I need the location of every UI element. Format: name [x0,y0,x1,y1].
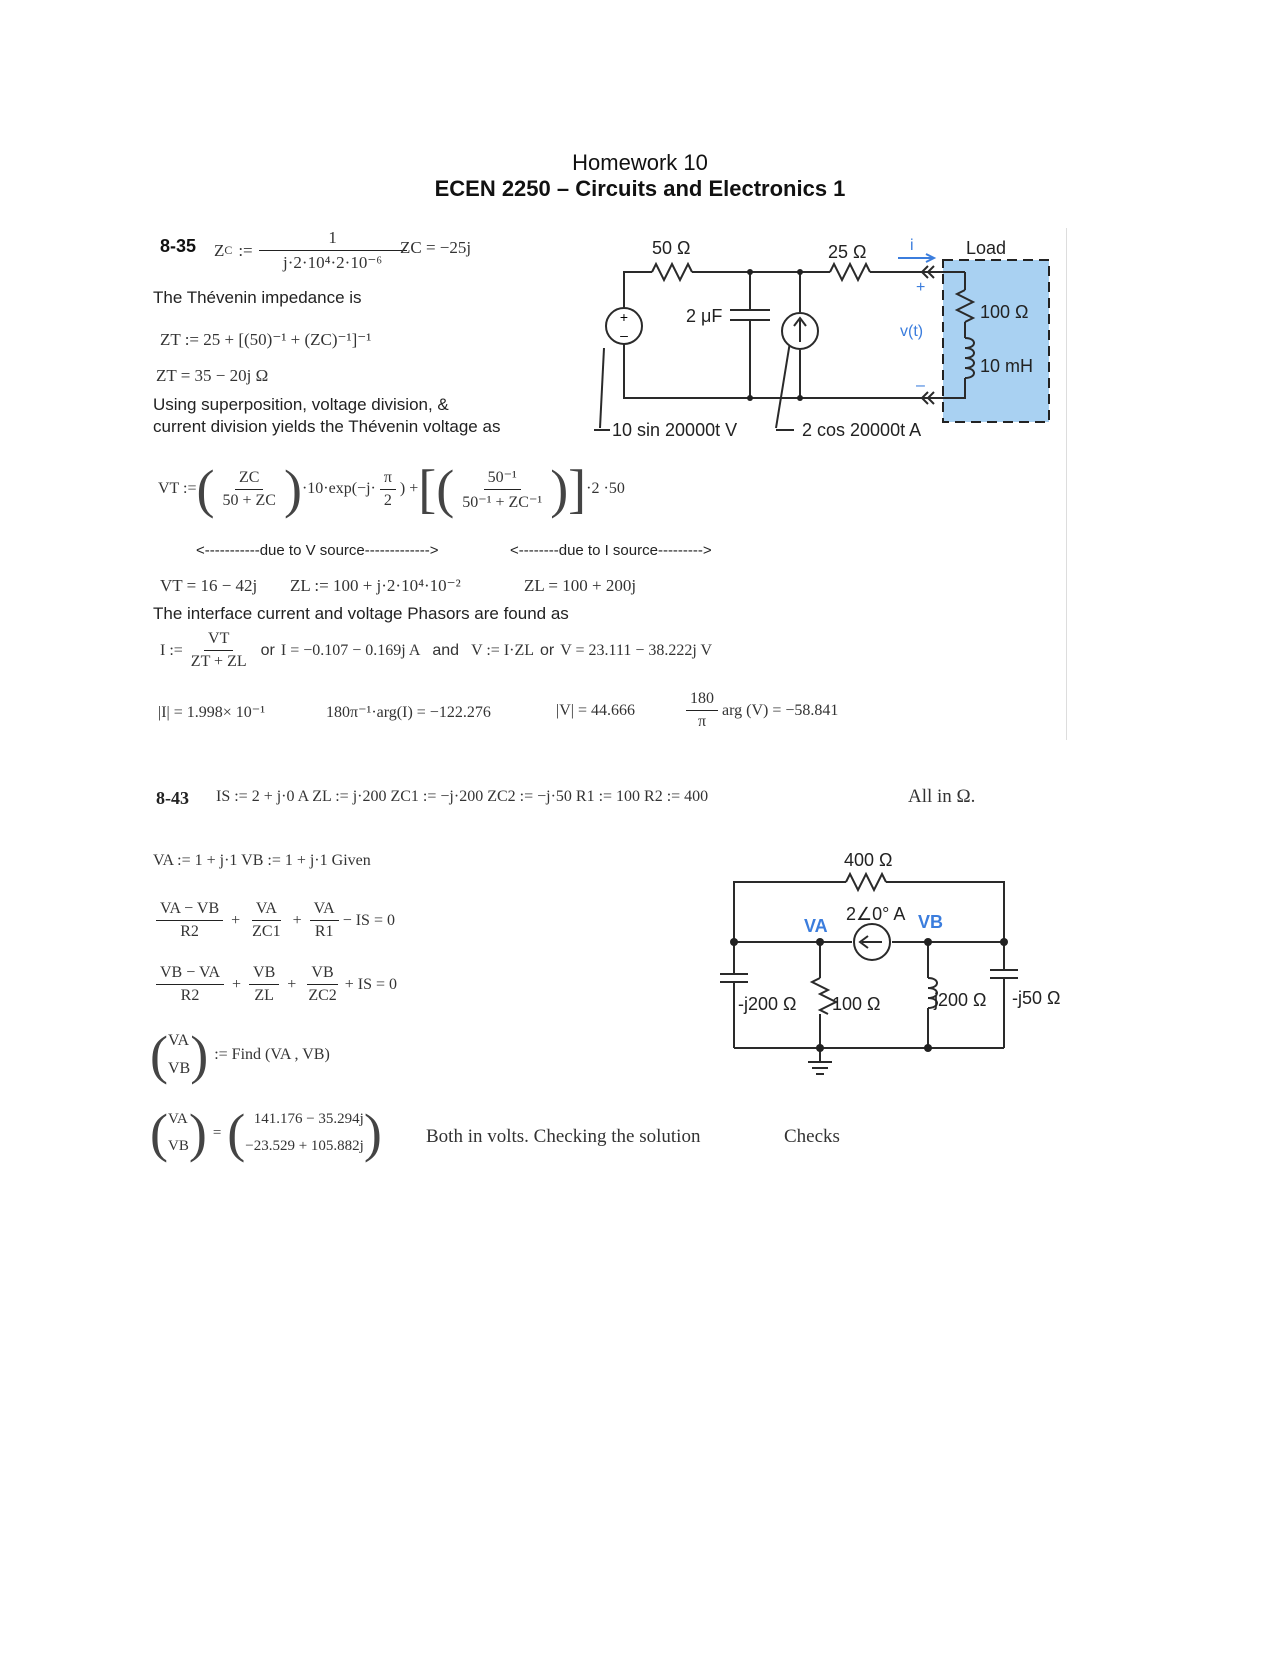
vt-frac2-num: 50⁻¹ [484,467,521,490]
i-frac [187,630,251,671]
current-label: i [910,237,914,254]
vt-frac2 [458,467,546,512]
vt-mid: ·10·exp(−j· [301,480,376,497]
rload-label: 100 Ω [980,302,1029,322]
i-num: VT [204,630,233,651]
res-value-2: −23.529 + 105.882j [245,1138,364,1154]
load-label: Load [966,238,1007,258]
r100-label: 100 Ω [832,994,881,1014]
mag-v: |V| = 44.666 [556,702,635,719]
find-va: VA [167,1032,190,1049]
vt-close: ) + [399,480,419,497]
zc-numerator: 1 [259,228,407,251]
i-or: or [260,641,275,659]
svg-text:+: + [619,309,629,325]
res-value-1: 141.176 − 35.294j [253,1111,364,1127]
both-in-volts: Both in volts. Checking the solution [426,1126,701,1147]
v-or: or [540,641,555,659]
vb-label: VB [918,912,944,932]
zl-definition: ZL := 100 + j·2·10⁴·10⁻² [290,576,461,595]
svg-text:–: – [620,327,628,343]
zc-result: ZC = −25j [400,238,472,257]
res-eq: = [212,1124,222,1141]
e2-f1-den: R2 [180,987,200,1004]
cap-label: 2 μF [686,306,723,326]
e2-f3-den: ZC2 [308,987,337,1004]
page-subtitle: Homework 10 [572,150,708,175]
equation-1 [152,900,395,941]
vt-lhs: VT := [158,480,197,497]
superposition-text-2: current division yields the Thévenin voltage as [153,417,501,436]
problem-number-835: 8-35 [160,236,197,256]
thevenin-impedance-text: The Thévenin impedance is [153,288,362,307]
bracket-open: [( [418,459,455,519]
problem-number-843: 8-43 [156,788,189,808]
paren-open: ( [196,459,215,519]
i-result: I = −0.107 − 0.169j A [280,641,421,659]
vt-frac2-den: 50⁻¹ + ZC⁻¹ [462,493,543,511]
vt-pi-frac [380,469,396,510]
vt-frac1-num: ZC [235,469,263,490]
e2-tail: + IS = 0 [344,975,398,993]
due-to-i-source: <--------due to I source---------> [510,542,712,559]
arg-i: 180π⁻¹·arg(I) = −122.276 [326,704,491,721]
e1-plus2: + [292,911,302,929]
e1-plus1: + [231,911,241,929]
v-result: V = 23.111 − 38.222j V [560,641,713,659]
zc-denominator: j·2·10⁴·2·10⁻⁶ [283,253,383,272]
arg-v [682,690,838,731]
e2-f3-num: VB [307,964,337,985]
arg-v-rest: arg (V) = −58.841 [722,701,839,719]
e2-f2-den: ZL [254,987,274,1004]
p843-definitions: IS := 2 + j·0 A ZL := j·200 ZC1 := −j·200 ZC2 := −j·50 R1 := 100 R2 := 400 [216,788,709,805]
e2-f1-num: VB − VA [156,964,224,985]
i-lhs: I := [160,641,183,659]
arg-v-frac [686,690,718,731]
margin-line [1066,228,1067,740]
zc-lhs: Z [214,240,225,260]
e1-f2-den: ZC1 [252,923,281,940]
c2-label: -j50 Ω [1012,988,1061,1008]
interface-text: The interface current and voltage Phasors are found as [153,604,569,623]
vsrc-label: 10 sin 20000t V [612,420,738,440]
zl-result: ZL = 100 + 200j [524,576,637,595]
find-rhs: := Find (VA , VB) [214,1046,330,1063]
v-definition: V := I·ZL [471,641,535,659]
zt-definition: ZT := 25 + [(50)⁻¹ + (ZC)⁻¹]⁻¹ [160,330,372,349]
find-statement: ( VA VB ) := Find (VA , VB) [150,1025,330,1085]
arg-v-num: 180 [686,690,718,711]
e2-plus1: + [232,975,242,993]
l200-label: j200 Ω [934,990,987,1010]
e2-plus2: + [287,975,297,993]
bracket-close: )] [550,459,587,519]
checks-text: Checks [784,1126,840,1147]
plus-label: + [916,279,926,296]
vt-pi: π [380,469,396,490]
r50-label: 50 Ω [652,238,691,258]
e1-f3-den: R1 [314,923,334,940]
e1-f3-num: VA [310,900,339,921]
zc-fraction [263,228,403,273]
current-arrow-icon [898,254,934,262]
vt-expression [158,459,625,519]
e1-f2-num: VA [252,900,281,921]
r25-label: 25 Ω [828,242,867,262]
and-text: and [432,641,460,659]
c1-label: -j200 Ω [738,994,797,1014]
vt-label: v(t) [900,323,924,340]
e1-tail: − IS = 0 [342,911,395,929]
zc-assign: := [238,240,253,260]
circuit-835-diagram [580,230,1060,450]
e1-f1-den: R2 [180,923,199,940]
vt-frac1 [219,469,280,510]
va-label: VA [804,916,828,936]
isrc-label: 2∠0° A [846,904,906,924]
circuit-843-diagram [712,846,1092,1082]
zc-sub: C [224,243,233,257]
due-to-v-source: <-----------due to V source-------------> [196,542,439,559]
solution-matrix: ( VA VB ) = ( 141.176 − 35.294j −23.529 + 105.882j ) [150,1103,382,1163]
mag-i: |I| = 1.998× 10⁻¹ [158,704,266,721]
zt-result: ZT = 35 − 20j Ω [156,366,269,385]
paren-close: ) [283,459,302,519]
isrc-label: 2 cos 20000t A [802,420,922,440]
e2-f2-num: VB [249,964,279,985]
r400-label: 400 Ω [844,850,893,870]
res-va: VA [167,1111,188,1127]
page-title: ECEN 2250 – Circuits and Electronics 1 [434,176,846,201]
all-in-ohms: All in Ω. [908,786,976,807]
res-vb: VB [167,1138,189,1154]
vt-frac1-den: 50 + ZC [222,491,276,509]
i-den: ZT + ZL [190,653,247,670]
current-expression [160,630,712,671]
superposition-text-1: Using superposition, voltage division, & [153,395,449,414]
e1-f1-num: VA − VB [156,900,223,921]
zc-definition [214,228,407,273]
vt-two: 2 [383,491,392,509]
minus-label: – [916,377,925,394]
vt-tail: ·2 ·50 [586,480,625,497]
arg-v-den: π [697,713,707,730]
vt-result: VT = 16 − 42j [160,576,258,595]
equation-2 [152,964,397,1005]
initial-guess: VA := 1 + j·1 VB := 1 + j·1 Given [153,852,371,869]
find-vb: VB [167,1060,191,1077]
lload-label: 10 mH [980,356,1034,376]
